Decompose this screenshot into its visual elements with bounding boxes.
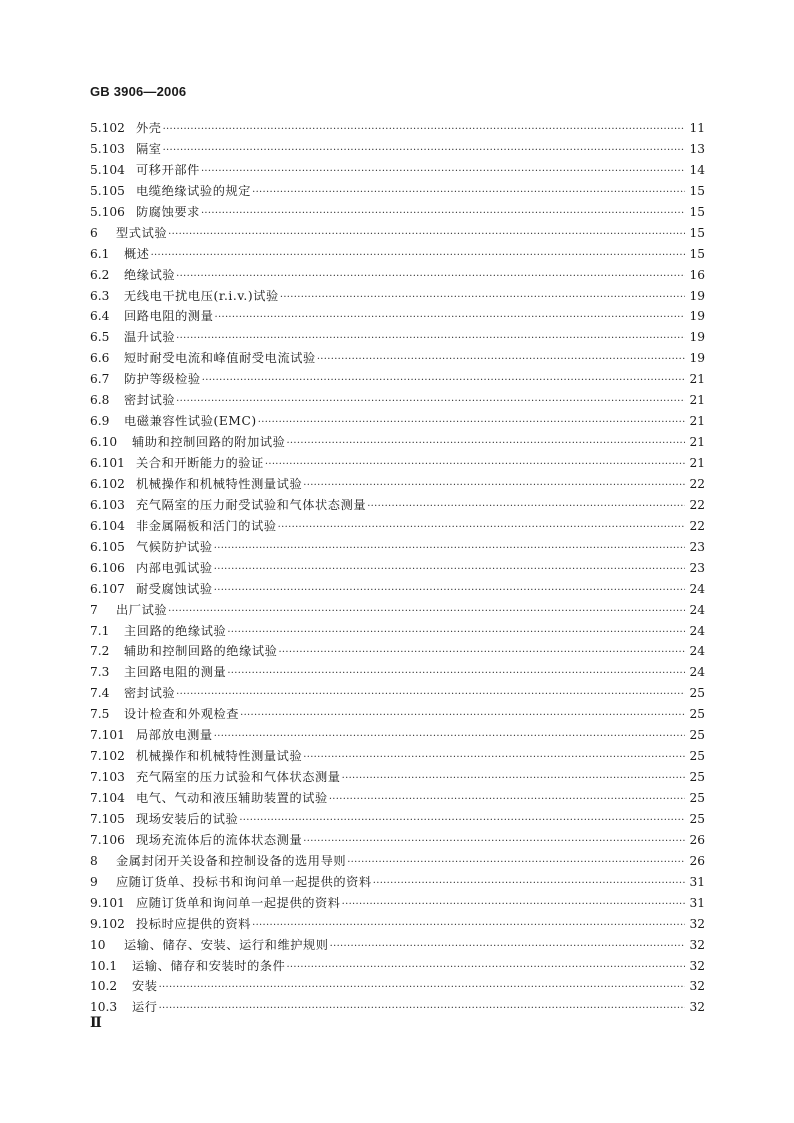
toc-dot-leader [214,543,686,554]
toc-entry-page: 24 [689,644,705,659]
toc-entry [90,349,705,370]
toc-entry-title: 主回路电阻的测量 [124,665,227,680]
toc-entry-number: 6.106 [90,560,125,575]
toc-entry-page: 32 [689,979,705,994]
toc-entry-number: 6.2 [90,267,110,282]
toc-entry [90,663,705,684]
toc-entry-page: 25 [689,728,705,743]
toc-entry-number: 7.3 [90,665,110,680]
toc-entry-page: 23 [689,539,705,554]
toc-entry-title: 应随订货单和询问单一起提供的资料 [136,895,341,910]
toc-entry-number: 6.107 [90,581,125,596]
toc-entry-number: 6.8 [90,393,110,408]
toc-entry-title: 充气隔室的压力试验和气体状态测量 [136,770,341,785]
toc-entry-title: 电磁兼容性试验(EMC) [124,414,257,429]
toc-entry [90,894,705,915]
toc-entry [90,580,705,601]
toc-entry [90,140,705,161]
toc-entry [90,496,705,517]
toc-entry-number: 5.104 [90,162,125,177]
toc-entry-title: 投标时应提供的资料 [136,916,252,931]
toc-entry [90,370,705,391]
toc-dot-leader [303,836,685,847]
toc-dot-leader [317,354,686,365]
toc-entry-number: 6.5 [90,330,110,345]
table-of-contents [90,119,705,1019]
toc-entry-title: 出厂试验 [116,602,168,617]
toc-entry-page: 32 [689,937,705,952]
toc-dot-leader [240,710,685,721]
document-code: GB 3906—2006 [90,84,187,99]
toc-dot-leader [342,899,686,910]
toc-entry-page: 22 [689,476,705,491]
toc-entry-number: 6.1 [90,246,110,261]
toc-dot-leader [163,124,686,135]
toc-entry [90,601,705,622]
toc-entry-page: 25 [689,707,705,722]
toc-dot-leader [329,794,686,805]
toc-dot-leader [258,417,686,428]
toc-entry [90,957,705,978]
toc-entry-title: 电缆绝缘试验的规定 [136,183,252,198]
toc-entry-title: 设计检查和外观检查 [124,707,240,722]
toc-entry-title: 密封试验 [124,393,176,408]
toc-entry-title: 关合和开断能力的验证 [136,456,264,470]
toc-dot-leader [151,250,686,261]
toc-entry-title: 型式试验 [116,225,168,240]
toc-entry-title: 运输、储存、安装、运行和维护规则 [124,937,329,952]
toc-dot-leader [176,271,685,282]
toc-entry [90,559,705,580]
toc-entry-page: 25 [689,791,705,805]
toc-dot-leader [278,647,685,658]
toc-entry [90,768,705,789]
toc-entry-title: 密封试验 [124,686,176,701]
toc-entry-title: 辅助和控制回路的绝缘试验 [124,644,278,659]
toc-entry-number: 6 [90,225,98,240]
toc-entry-page: 15 [689,183,705,198]
toc-entry-number: 6.3 [90,288,110,303]
toc-entry-page: 25 [689,811,705,826]
toc-entry-page: 32 [689,1000,705,1015]
toc-entry [90,684,705,705]
toc-entry-number: 9.101 [90,895,125,910]
toc-entry-title: 应随订货单、投标书和询问单一起提供的资料 [116,874,372,889]
toc-dot-leader [159,1003,686,1014]
toc-entry-title: 电气、气动和液压辅助装置的试验 [136,791,328,805]
toc-entry-title: 防腐蚀要求 [136,204,200,219]
toc-entry [90,412,705,433]
toc-entry [90,642,705,663]
toc-entry-title: 现场安装后的试验 [136,811,239,826]
toc-entry-title: 运输、储存和安装时的条件 [132,958,286,973]
toc-entry-number: 6.103 [90,497,125,512]
toc-entry-number: 7.102 [90,749,125,764]
toc-entry-title: 隔室 [136,141,162,156]
toc-entry-page: 24 [689,581,705,596]
toc-entry-number: 10 [90,937,106,952]
toc-entry [90,810,705,831]
toc-entry-page: 15 [689,246,705,261]
toc-entry [90,433,705,454]
toc-entry-title: 无线电干扰电压(r.i.v.)试验 [124,288,279,303]
toc-entry-title: 现场充流体后的流体状态测量 [136,832,303,847]
toc-entry-page: 21 [689,372,705,387]
toc-entry-title: 金属封闭开关设备和控制设备的选用导则 [116,853,347,868]
toc-entry-title: 内部电弧试验 [136,560,213,575]
toc-entry-page: 25 [689,770,705,785]
toc-entry-page: 21 [689,435,705,450]
toc-entry-page: 15 [689,204,705,219]
toc-dot-leader [176,333,685,344]
toc-entry-number: 5.106 [90,204,125,219]
toc-entry [90,538,705,559]
toc-entry-title: 可移开部件 [136,162,200,177]
toc-entry-number: 7.1 [90,623,110,638]
toc-entry-number: 7.5 [90,707,110,722]
toc-entry [90,936,705,957]
toc-entry-number: 10.2 [90,979,118,994]
toc-entry [90,915,705,936]
toc-dot-leader [278,522,686,533]
toc-entry [90,705,705,726]
toc-dot-leader [252,187,685,198]
toc-entry-title: 概述 [124,246,150,261]
toc-entry-title: 机械操作和机械特性测量试验 [136,476,303,491]
toc-entry-number: 9 [90,874,98,889]
toc-entry-page: 31 [689,874,705,889]
toc-dot-leader [159,982,686,993]
toc-entry [90,203,705,224]
toc-entry-number: 7.105 [90,811,125,826]
toc-entry-title: 运行 [132,1000,158,1015]
toc-entry-title: 温升试验 [124,330,176,345]
toc-entry-title: 绝缘试验 [124,267,176,282]
toc-entry-number: 7.101 [90,728,125,743]
toc-entry-page: 19 [689,288,705,303]
toc-entry-page: 11 [689,121,705,135]
toc-entry-page: 24 [689,623,705,638]
toc-entry-page: 24 [689,665,705,680]
toc-entry [90,287,705,308]
toc-dot-leader [265,459,686,470]
toc-dot-leader [176,689,685,700]
toc-entry-page: 25 [689,686,705,701]
toc-entry-title: 气候防护试验 [136,539,213,554]
toc-dot-leader [280,292,686,303]
toc-entry [90,266,705,287]
toc-entry [90,224,705,245]
toc-entry-page: 32 [689,958,705,973]
toc-entry-number: 6.7 [90,372,110,387]
toc-dot-leader [201,208,686,219]
toc-entry-page: 21 [689,393,705,408]
toc-entry [90,747,705,768]
toc-entry-title: 回路电阻的测量 [124,309,214,324]
toc-dot-leader [202,375,686,386]
toc-dot-leader [303,752,685,763]
toc-entry-page: 22 [689,518,705,533]
toc-dot-leader [347,857,685,868]
toc-dot-leader [303,480,685,491]
toc-dot-leader [163,145,686,156]
toc-entry-number: 5.103 [90,141,125,156]
toc-entry-number: 6.104 [90,518,125,533]
toc-entry-title: 非金属隔板和活门的试验 [136,518,277,533]
toc-entry-number: 6.102 [90,476,125,491]
toc-entry-number: 5.102 [90,121,125,135]
toc-entry-number: 9.102 [90,916,125,931]
toc-entry-number: 6.105 [90,539,125,554]
toc-entry-number: 7.106 [90,832,125,847]
toc-entry [90,852,705,873]
toc-entry [90,873,705,894]
toc-entry-page: 23 [689,560,705,575]
toc-entry-page: 26 [689,832,705,847]
toc-entry [90,391,705,412]
toc-entry [90,622,705,643]
toc-entry [90,307,705,328]
toc-entry-page: 21 [689,414,705,429]
toc-entry-title: 充气隔室的压力耐受试验和气体状态测量 [136,497,367,512]
toc-entry-number: 7.103 [90,770,125,785]
toc-entry-number: 7.104 [90,791,125,805]
toc-entry-page: 14 [689,162,705,177]
toc-entry-page: 22 [689,497,705,512]
toc-entry-number: 7 [90,602,98,617]
toc-entry-number: 7.2 [90,644,110,659]
toc-entry-title: 短时耐受电流和峰值耐受电流试验 [124,351,316,366]
toc-entry [90,517,705,538]
toc-entry [90,245,705,266]
toc-entry-page: 25 [689,749,705,764]
toc-entry-number: 6.9 [90,414,110,429]
toc-entry [90,161,705,182]
toc-entry-page: 19 [689,351,705,366]
toc-dot-leader [215,312,686,323]
toc-entry-page: 15 [689,225,705,240]
toc-entry [90,977,705,998]
page-number: Ⅱ [90,1016,102,1031]
toc-entry-page: 19 [689,309,705,324]
toc-entry-number: 6.4 [90,309,110,324]
toc-entry [90,998,705,1019]
toc-dot-leader [227,668,685,679]
toc-entry [90,831,705,852]
toc-entry-page: 16 [689,267,705,282]
toc-dot-leader [168,606,685,617]
toc-entry-title: 外壳 [136,121,162,135]
toc-entry-page: 19 [689,330,705,345]
toc-dot-leader [367,501,685,512]
toc-entry-number: 6.101 [90,456,125,470]
toc-entry [90,119,705,140]
toc-entry-title: 防护等级检验 [124,372,201,387]
toc-entry-number: 8 [90,853,98,868]
toc-entry-title: 辅助和控制回路的附加试验 [132,435,286,450]
toc-entry-page: 21 [689,456,705,470]
toc-entry [90,182,705,203]
toc-entry-title: 局部放电测量 [136,728,213,743]
toc-entry-title: 耐受腐蚀试验 [136,581,213,596]
toc-dot-leader [214,564,686,575]
toc-entry-number: 6.6 [90,351,110,366]
toc-dot-leader [201,166,686,177]
toc-entry-page: 31 [689,895,705,910]
toc-entry [90,475,705,496]
toc-entry [90,726,705,747]
toc-dot-leader [239,815,685,826]
toc-dot-leader [176,396,685,407]
toc-entry [90,789,705,810]
toc-entry-page: 26 [689,853,705,868]
toc-entry-title: 机械操作和机械特性测量试验 [136,749,303,764]
toc-entry-number: 7.4 [90,686,110,701]
toc-dot-leader [214,731,686,742]
toc-dot-leader [373,878,686,889]
toc-entry [90,328,705,349]
toc-entry-page: 13 [689,141,705,156]
toc-dot-leader [286,438,685,449]
toc-entry-number: 10.1 [90,958,118,973]
toc-dot-leader [214,585,686,596]
toc-entry [90,454,705,475]
toc-entry-page: 24 [689,602,705,617]
toc-entry-page: 32 [689,916,705,931]
toc-dot-leader [330,941,686,952]
toc-dot-leader [286,962,685,973]
toc-entry-number: 10.3 [90,1000,118,1015]
toc-entry-number: 6.10 [90,435,118,450]
toc-dot-leader [227,627,685,638]
toc-dot-leader [168,229,685,240]
toc-entry-number: 5.105 [90,183,125,198]
toc-entry-title: 主回路的绝缘试验 [124,623,227,638]
toc-dot-leader [342,773,686,784]
toc-dot-leader [252,920,685,931]
toc-entry-title: 安装 [132,979,158,994]
